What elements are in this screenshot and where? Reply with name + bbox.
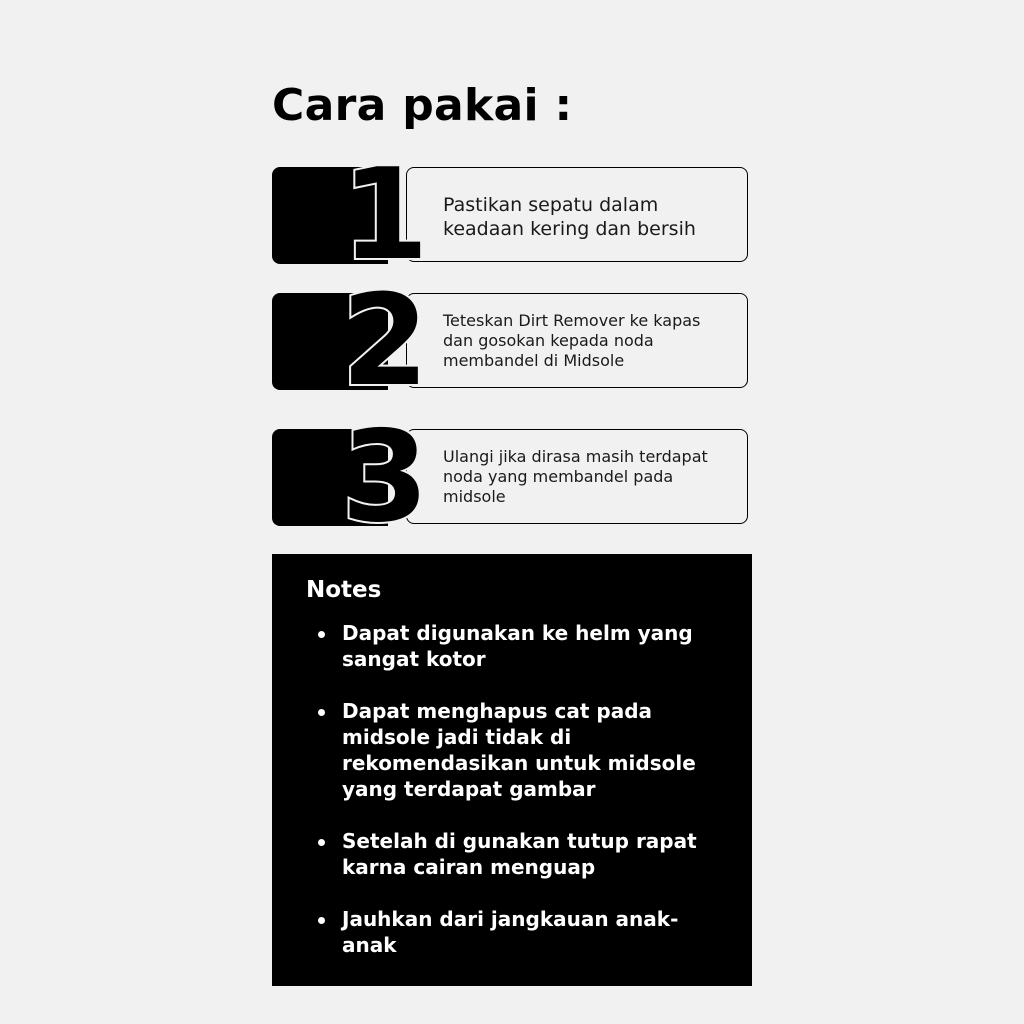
notes-item	[306, 828, 706, 880]
step-number: 2	[341, 267, 429, 414]
notes-item-text: Setelah di gunakan tutup rapat karna cairan menguap	[342, 829, 697, 879]
step-3	[272, 403, 752, 550]
step-text: Pastikan sepatu dalam keadaan kering dan bersih	[443, 194, 696, 240]
notes-title: Notes	[306, 577, 382, 603]
bullet-icon	[318, 839, 325, 846]
bullet-icon	[318, 917, 325, 924]
notes-panel	[272, 554, 752, 986]
notes-item-text: Dapat digunakan ke helm yang sangat kotor	[342, 621, 693, 671]
step-2	[272, 267, 752, 414]
step-number: 3	[341, 403, 429, 550]
step-1	[272, 141, 752, 288]
notes-list	[306, 620, 706, 984]
bullet-icon	[318, 631, 325, 638]
notes-item	[306, 906, 706, 958]
step-text: Ulangi jika dirasa masih terdapat noda yang membandel pada midsole	[443, 447, 708, 506]
bullet-icon	[318, 709, 325, 716]
notes-item	[306, 620, 706, 672]
step-number: 1	[341, 141, 429, 288]
page-title: Cara pakai :	[272, 80, 573, 131]
notes-item-text: Dapat menghapus cat pada midsole jadi tidak di rekomendasikan untuk midsole yang terdapat gambar	[342, 699, 696, 801]
notes-item-text: Jauhkan dari jangkauan anak-anak	[342, 907, 679, 957]
step-text: Teteskan Dirt Remover ke kapas dan gosokan kepada noda membandel di Midsole	[443, 311, 701, 370]
notes-item	[306, 698, 706, 802]
